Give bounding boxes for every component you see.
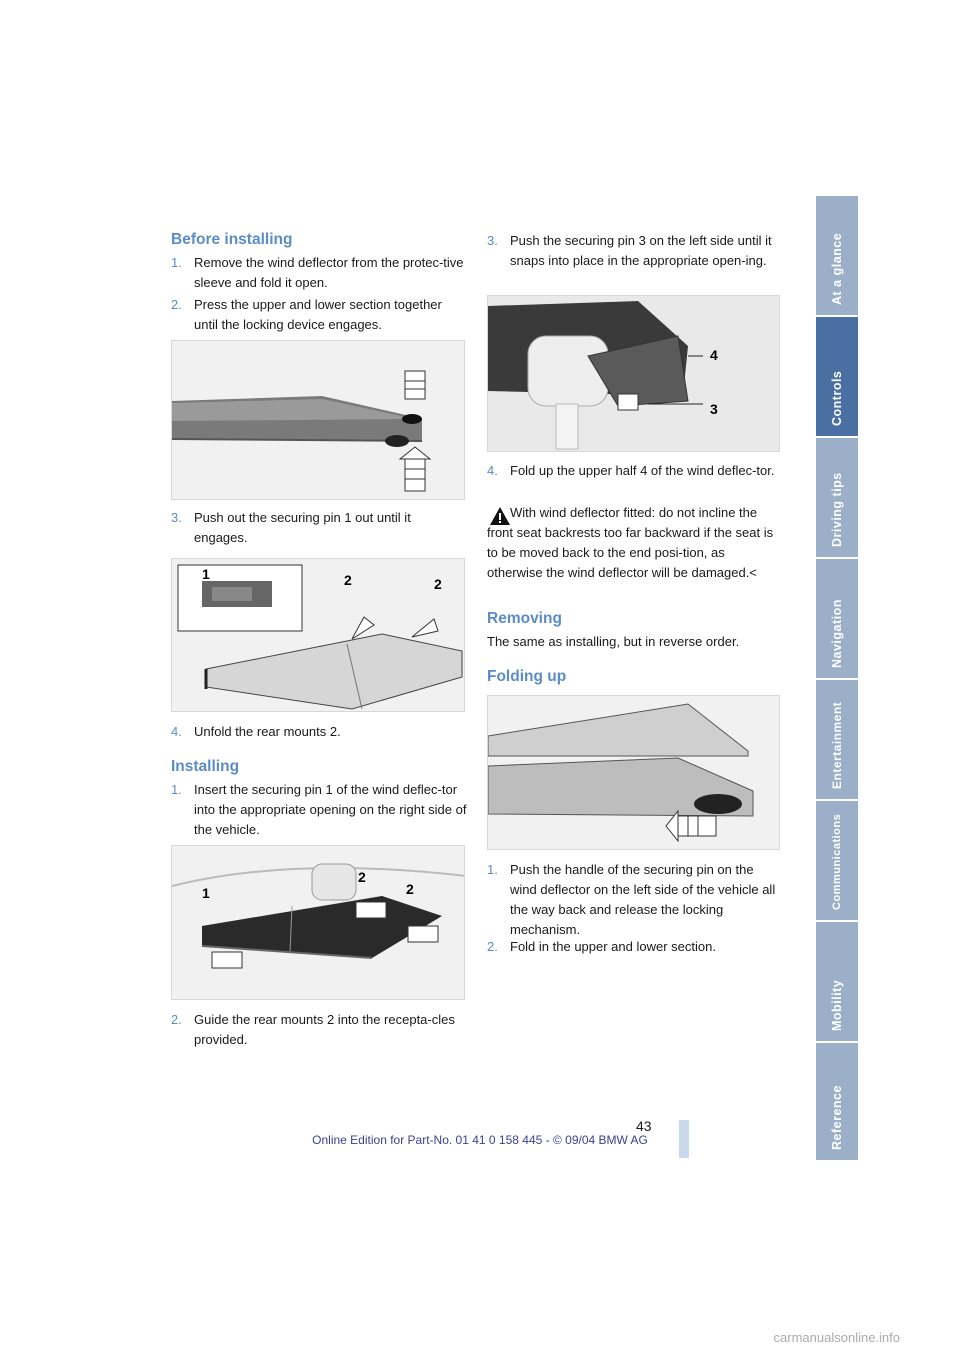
- tab-driving-tips[interactable]: Driving tips: [816, 438, 858, 557]
- watermark: carmanualsonline.info: [773, 1330, 900, 1345]
- fig3-label-1: 1: [202, 885, 210, 901]
- tab-controls[interactable]: Controls: [816, 317, 858, 436]
- tab-reference[interactable]: Reference: [816, 1043, 858, 1160]
- heading-before-installing: Before installing: [171, 231, 293, 248]
- heading-removing: Removing: [487, 610, 562, 627]
- figure-left-side-pin: [487, 295, 780, 452]
- heading-installing: Installing: [171, 758, 240, 775]
- fig2-label-2b: 2: [434, 576, 442, 592]
- step-before-1: 1. Remove the wind deflector from the protec-tive sleeve and fold it open.: [171, 255, 464, 290]
- tab-communications[interactable]: Communications: [816, 801, 858, 920]
- step-folding-1: 1. Push the handle of the securing pin on the wind deflector on the left side of the vehicle all the way back and release the locking mechanism.: [487, 862, 776, 937]
- heading-folding-up: Folding up: [487, 668, 567, 685]
- fig4-label-3: 3: [710, 401, 718, 417]
- removing-text: The same as installing, but in reverse order.: [487, 634, 740, 649]
- figure-installing: [171, 845, 465, 1000]
- figure-folding-up: [487, 695, 780, 850]
- tab-entertainment[interactable]: Entertainment: [816, 680, 858, 799]
- step-installing-3: 3. Push the securing pin 3 on the left side until it snaps into place in the appropriate open-ing.: [487, 233, 772, 268]
- tab-at-a-glance[interactable]: At a glance: [816, 196, 858, 315]
- fig3-label-2a: 2: [358, 869, 366, 885]
- fig2-label-1: 1: [202, 566, 210, 582]
- fig3-label-2b: 2: [406, 881, 414, 897]
- figure-securing-pin: [171, 558, 465, 712]
- step-before-3: 3. Push out the securing pin 1 out until it engages.: [171, 510, 411, 545]
- step-folding-2: 2. Fold in the upper and lower section.: [487, 939, 716, 954]
- step-installing-1: 1. Insert the securing pin 1 of the wind deflec-tor into the appropriate opening on the right side of the vehicle.: [171, 782, 467, 837]
- fig2-label-2a: 2: [344, 572, 352, 588]
- step-before-2: 2. Press the upper and lower section together until the locking device engages.: [171, 297, 442, 332]
- step-installing-4: 4. Fold up the upper half 4 of the wind deflec-tor.: [487, 463, 775, 478]
- page-number: 43: [636, 1118, 652, 1134]
- step-before-4: 4. Unfold the rear mounts 2.: [171, 724, 341, 739]
- tab-navigation[interactable]: Navigation: [816, 559, 858, 678]
- step-installing-2: 2. Guide the rear mounts 2 into the recepta-cles provided.: [171, 1012, 455, 1047]
- tab-mobility[interactable]: Mobility: [816, 922, 858, 1041]
- figure-deflector-closed: [171, 340, 465, 500]
- warning-text: With wind deflector fitted: do not incline the front seat backrests too far backward if the seat is to be moved back to the end posi-tion, as otherwise the wind deflector will be damaged.<: [487, 505, 774, 580]
- footer-edition: Online Edition for Part-No. 01 41 0 158 445 - © 09/04 BMW AG: [312, 1133, 648, 1147]
- fig4-label-4: 4: [710, 347, 718, 363]
